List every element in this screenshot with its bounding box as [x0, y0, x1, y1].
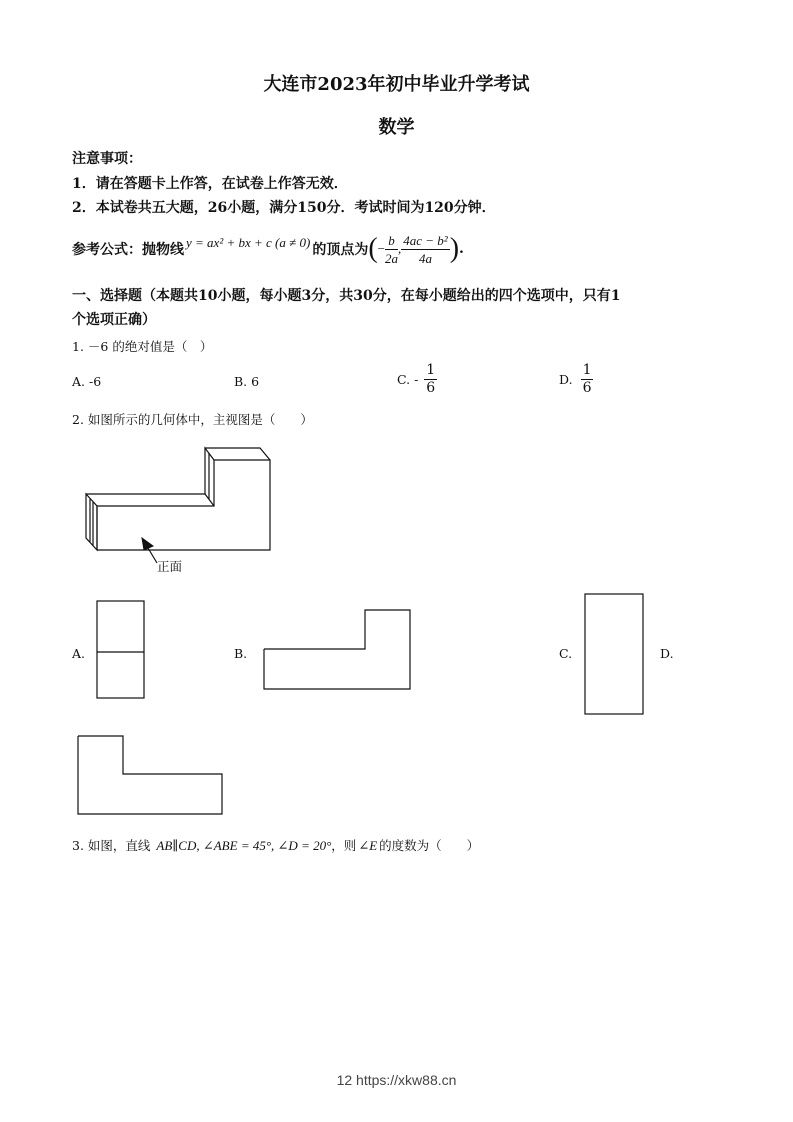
q2-option-a-label: A.	[72, 646, 86, 661]
formula-end: .	[459, 241, 464, 257]
q2-option-c-label: C.	[559, 646, 573, 661]
q1-option-a: A. -6	[72, 374, 102, 389]
q1-option-d: D. $\frac{1}{6}$	[559, 362, 592, 396]
formula-prefix: 参考公式：抛物线	[72, 242, 184, 258]
parabola-equation: y = ax² + bx + c (a ≠ 0)	[186, 235, 311, 250]
minus-sign: −	[377, 241, 386, 256]
page-footer: 12 https://xkw88.cn	[336, 1072, 457, 1088]
vertex-y-fraction: $\frac{\text{4ac − b²}}{4a}$	[403, 232, 448, 266]
exam-title: 大连市2023年初中毕业升学考试	[263, 74, 530, 95]
reference-formula: 参考公式：抛物线 y = ax² + bx + c (a ≠ 0) 的顶点为 ( − $\frac{b}{2a}$ , $\frac{\text{4ac − b²}}{4a}$ ) .	[72, 232, 464, 266]
notice-item-2: 2．本试卷共五大题，26小题，满分150分．考试时间为120分钟．	[72, 200, 496, 216]
q2-option-b-label: B.	[234, 646, 248, 661]
section1-heading-line1: 一、选择题（本题共10小题，每小题3分，共30分，在每小题给出的四个选项中，只有1	[72, 288, 621, 304]
formula-middle: 的顶点为	[312, 242, 369, 258]
subject-title: 数学	[378, 117, 415, 138]
q1-option-b: B. 6	[234, 374, 260, 389]
q1-option-c: C. - $\frac{1}{6}$	[397, 362, 436, 396]
left-paren: (	[368, 233, 378, 264]
vertex-x-fraction: $\frac{b}{2a}$	[385, 232, 399, 266]
q3-stem: 3. 如图，直线 AB∥CD, ∠ABE = 45°, ∠D = 20° ，则 ∠E 的度数为（ ）	[72, 838, 480, 853]
front-label: 正面	[157, 559, 183, 574]
right-paren: )	[449, 233, 460, 264]
section1-heading-line2: 个选项正确）	[72, 312, 156, 328]
q2-stem: 2. 如图所示的几何体中，主视图是（ ）	[72, 412, 313, 427]
notice-heading: 注意事项：	[72, 151, 142, 167]
q2-option-d-label: D.	[660, 646, 674, 661]
q1-stem: 1. －6 的绝对值是（ ）	[72, 339, 213, 354]
notice-item-1: 1．请在答题卡上作答，在试卷上作答无效．	[72, 176, 348, 192]
